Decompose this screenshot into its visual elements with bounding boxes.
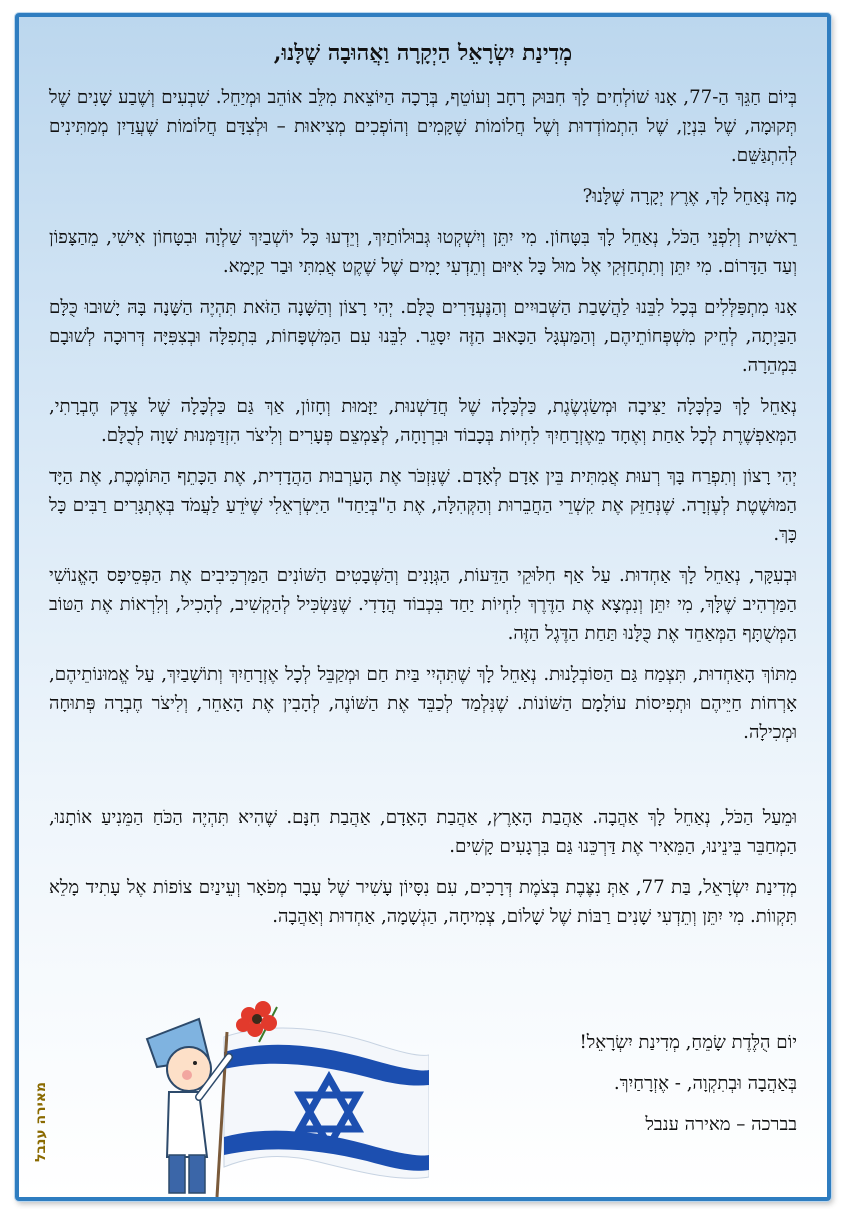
paragraph-love: וּמֵעַל הַכֹּל, נְאַחֵל לָךְ אַהֲבָה. אַהֲבַת הָאָרֶץ, אַהֲבַת הָאָדָם, אַהֲבַת חִנָּם. שֶׁהִיא תִּהְיֶה הַכֹּחַ הַמֵּנִיעַ אוֹתָנוּ, הַמְחַבֵּר בֵּינֵינוּ, הַמֵּאִיר אֶת דַּרְכֵּנוּ גַּם בִּרְגָעִים קָשִׁים. <box>49 807 797 857</box>
paragraph-economy: נְאַחֵל לָךְ כַּלְכָּלָה יַצִּיבָה וּמְשַׂגְשֶׂגֶת, כַּלְכָּלָה שֶׁל חֲדַשְׁנוּת, יַזָּמוּת וְחָזוֹן, אַךְ גַּם כַּלְכָּלָה שֶׁל צֶדֶק חֶבְרָתִי, הַמְּאַפְשֶׁרֶת לְכָל אַחַת וְאֶחָד מֵאֶזְרָחַיִךְ לִחְיוֹת בְּכָבוֹד וּבִרְוָחָה, לְצַמְצֵם פְּעָרִים וְלִיצֹר הִזְדַּמְּנוּת שָׁוָה לְכֻלָּם. <box>49 396 797 446</box>
closing-line-2: בְּאַהֲבָה וּבְתִקְוָה, - אֶזְרָחַיִךְ. <box>613 1073 797 1094</box>
closing-line-1: יוֹם הֻלֶּדֶת שָׂמֵחַ, מְדִינַת יִשְׂרָאֵל! <box>579 1032 797 1053</box>
spacer <box>49 759 797 803</box>
israel-flag-icon <box>224 1028 429 1178</box>
paragraph-wishes: מְדִינַת יִשְׂרָאֵל, בַּת 77, אַתְּ נִצֶּבֶת בְּצֹמֶת דְּרָכִים, עִם נִסָּיוֹן עָשִׁיר שֶׁל עָבָר מְפֹאָר וְעֵינַיִם צוֹפוֹת אֶל עָתִיד מָלֵא תִּקְווֹת. מִי יִתֵּן וְתֵדְעִי שָׁנִים רַבּוֹת שֶׁל שָׁלוֹם, צְמִיחָה, הַגְשָׁמָה, אַחְדוּת וְאַהֲבָה. <box>49 877 797 927</box>
child-with-flag-illustration <box>129 997 429 1197</box>
card-frame <box>15 13 831 1201</box>
artist-signature <box>33 1067 57 1177</box>
paragraph-question: מָה נְּאַחֵל לָךְ, אֶרֶץ יְקָרָה שֶׁלָּנוּ? <box>582 186 797 207</box>
paragraph-hostages: אָנוּ מִתְפַּלְּלִים בְּכָל לִבֵּנוּ לַהֲשָׁבַת הַשְּׁבוּיִים וְהַנֶּעְדָּרִים כֻּלָּם. יְהִי רָצוֹן וְהַשָּׁנָה הַזֹּאת תִּהְיֶה הַשָּׁנָה בָּהּ יָשׁוּבוּ כֻּלָּם הַבַּיְתָה, לְחֵיק מִשְׁפְּחוֹתֵיהֶם, וְהַמַּעְגָּל הַכָּאוּב הַזֶּה יִסָּגֵר. לִבֵּנוּ עִם הַמִּשְׁפָּחוֹת, בִּתְפִלָּה וּבְצִפִּיָּה דְּרוּכָה לְשׁוּבָם בִּמְהֵרָה. <box>49 297 797 376</box>
paragraph-friendship: יְהִי רָצוֹן וְתִפְרַח בָּךְ רְעוּת אֲמִתִּית בֵּין אָדָם לְאָדָם. שֶׁנִּזְכֹּר אֶת הָעַרְבוּת הַהֲדָדִית, אֶת הַכָּתֵף הַתּוֹמֶכֶת, אֶת הַיָּד הַמּוּשֶׁטֶת לְעֶזְרָה. שֶׁנְּחַזֵּק אֶת קִשְׁרֵי הַחֲבֵרוּת וְהַקְּהִלָּה, אֶת הַ"בְּיַחַד" הַיִּשְׂרְאֵלִי שֶׁיֹּדֵעַ לַעֲמֹד בְּאֶתְגָּרִים רַבִּים כָּל כָּךְ. <box>49 466 797 545</box>
paragraph-1: בְּיוֹם חַגֵּךְ הַ-77, אָנוּ שׁוֹלְחִים לָךְ חִבּוּק רָחָב וְעוֹטֵף, בְּרָכָה הַיּוֹצֵאת מִלֵּב אוֹהֵב וּמְיַחֵל. שִׁבְעִים וְשֶׁבַע שָׁנִים שֶׁל תְּקוּמָה, שֶׁל בִּנְיָן, שֶׁל הִתְמוֹדְדוּת וְשֶׁל חֲלוֹמוֹת שֶׁקָּמִים וְהוֹפְכִים מְצִיאוּת – וּלְצִדָּם חֲלוֹמוֹת שֶׁעֲדַיִן מְמַתִּינִים לְהִתְגַּשֵּׁם. <box>49 87 797 166</box>
letter-body <box>49 39 797 943</box>
paragraph-unity: וּבְעִקָּר, נְאַחֵל לָךְ אַחְדוּת. עַל אַף חִלּוּקֵי הַדֵּעוֹת, הַגְּוָנִים וְהַשְּׁבָטִים הַשּׁוֹנִים הַמַּרְכִּיבִים אֶת הַפְּסֵיפָס הָאֱנוֹשִׁי הַמַּרְהִיב שֶׁלָּךְ, מִי יִתֵּן וְנִמְצָא אֶת הַדֶּרֶךְ לִחְיוֹת יַחַד בִּכְבוֹד הֲדָדִי. שֶׁנַּשְׂכִּיל לְהַקְשִׁיב, לְהָכִיל, וְלִרְאוֹת אֶת הַטּוֹב הַמְּשֻׁתָּף הַמְּאַחֵד אֶת כֻּלָּנוּ תַּחַת הַדֶּגֶל הַזֶּה. <box>49 565 797 644</box>
closing-block <box>579 1029 797 1152</box>
closing-line-3: בברכה – מאירה ענבל <box>645 1114 797 1135</box>
svg-text:מאירה ענבל: מאירה ענבל <box>33 1081 49 1163</box>
child-figure <box>147 1019 229 1193</box>
paragraph-tolerance: מִתּוֹךְ הָאַחְדוּת, תִּצְמַח גַּם הַסּוֹבְלָנוּת. נְאַחֵל לָךְ שֶׁתִּהְיִי בַּיִת חַם וּמְקַבֵּל לְכָל אֶזְרָחַיִךְ וְתוֹשָׁבַיִךְ, עַל אֱמוּנוֹתֵיהֶם, אָרְחוֹת חַיֵּיהֶם וּתְפִיסוֹת עוֹלָמָם הַשּׁוֹנוֹת. שֶׁנִּלְמַד לְכַבֵּד אֶת הַשּׁוֹנֶה, לְהָבִין אֶת הָאַחֵר, וְלִיצֹר חֶבְרָה פְּתוּחָה וּמְכִילָה. <box>49 664 797 743</box>
letter-title: מְדִינַת יִשְׂרָאֵל הַיְקָרָה וַאֲהוּבָה שֶׁלָּנוּ, <box>273 40 573 66</box>
paragraph-security: רֵאשִׁית וְלִפְנֵי הַכֹּל, נְאַחֵל לָךְ בִּטָּחוֹן. מִי יִתֵּן וְיִשְׁקְטוּ גְּבוּלוֹתַיִךְ, וְיֵדְעוּ כָּל יוֹשְׁבַיִךְ שַׁלְוָה וּבִטָּחוֹן אִישִׁי, מֵהַצָּפוֹן וְעַד הַדָּרוֹם. מִי יִתֵּן וְתִתְחַזְּקִי אֶל מוּל כָּל אִיּוּם וְתֵדְעִי יָמִים שֶׁל שֶׁקֶט אֲמִתִּי וּבַר קַיָּמָא. <box>49 227 797 277</box>
